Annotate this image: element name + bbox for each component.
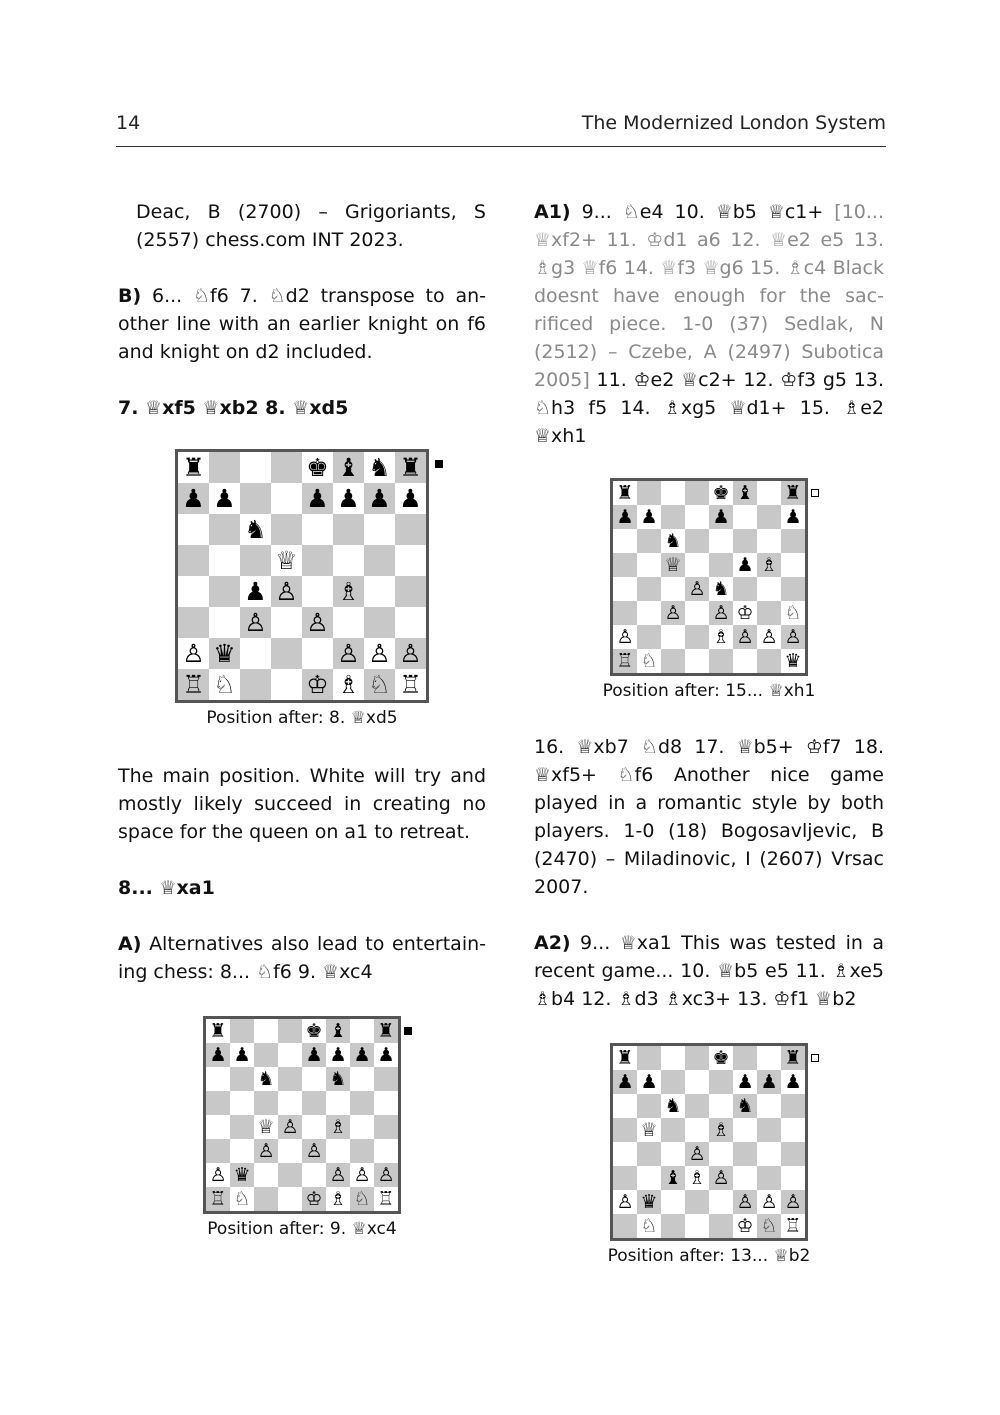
board-square	[209, 576, 240, 607]
white-pawn-icon: ♙	[178, 638, 209, 669]
black-pawn-icon: ♟	[613, 505, 637, 529]
board-square	[240, 545, 271, 576]
board-square	[661, 1190, 685, 1214]
board-square	[374, 1091, 398, 1115]
black-rook-icon: ♜	[178, 452, 209, 483]
black-pawn-icon: ♟	[781, 1070, 805, 1094]
variation-a2-label: A2)	[534, 932, 571, 954]
white-bishop-icon: ♗	[709, 1118, 733, 1142]
black-king-icon: ♚	[709, 1046, 733, 1070]
board-square	[613, 1118, 637, 1142]
board-square	[733, 577, 757, 601]
board-square	[781, 1094, 805, 1118]
board-square	[685, 1070, 709, 1094]
black-rook-icon: ♜	[781, 1046, 805, 1070]
white-pawn-icon: ♙	[781, 625, 805, 649]
board-square	[209, 607, 240, 638]
white-pawn-icon: ♙	[757, 1190, 781, 1214]
board-square	[364, 545, 395, 576]
black-king-icon: ♚	[302, 1019, 326, 1043]
board-square	[271, 607, 302, 638]
black-pawn-icon: ♟	[350, 1043, 374, 1067]
white-queen-icon: ♕	[254, 1115, 278, 1139]
board-square	[206, 1139, 230, 1163]
white-pawn-icon: ♙	[781, 1190, 805, 1214]
board-square	[364, 514, 395, 545]
board-square	[661, 1118, 685, 1142]
board-square	[395, 545, 426, 576]
black-pawn-icon: ♟	[178, 483, 209, 514]
white-pawn-icon: ♙	[733, 1190, 757, 1214]
side-to-move-indicator	[811, 1054, 819, 1062]
board-square	[661, 1070, 685, 1094]
board-square	[685, 649, 709, 673]
board-square	[757, 577, 781, 601]
board-square	[661, 1214, 685, 1238]
board-square	[364, 576, 395, 607]
board-square	[709, 649, 733, 673]
board-square	[178, 545, 209, 576]
board-square	[302, 1067, 326, 1091]
white-king-icon: ♔	[302, 1187, 326, 1211]
board-square	[685, 481, 709, 505]
white-pawn-icon: ♙	[709, 1166, 733, 1190]
white-queen-icon: ♕	[661, 553, 685, 577]
white-pawn-icon: ♙	[278, 1115, 302, 1139]
board-square	[757, 481, 781, 505]
white-pawn-icon: ♙	[613, 625, 637, 649]
white-pawn-icon: ♙	[613, 1190, 637, 1214]
white-pawn-icon: ♙	[254, 1139, 278, 1163]
board-square	[781, 577, 805, 601]
white-rook-icon: ♖	[206, 1187, 230, 1211]
board-square	[757, 1094, 781, 1118]
board-square	[781, 529, 805, 553]
white-bishop-icon: ♗	[326, 1187, 350, 1211]
board-square	[302, 1115, 326, 1139]
black-knight-icon: ♞	[661, 1094, 685, 1118]
white-knight-icon: ♘	[364, 669, 395, 700]
board-square	[333, 607, 364, 638]
variation-a2-text: 9... ♕xa1 This was tested in a recent game... 10. ♕b5 e5 11. ♗xe5 ♗b4 12. ♗d3 ♗xc3+ 13. ♔f1 ♕b2	[534, 932, 884, 1010]
board-square	[661, 577, 685, 601]
board-square	[271, 452, 302, 483]
black-queen-icon: ♛	[230, 1163, 254, 1187]
white-pawn-icon: ♙	[733, 625, 757, 649]
board-square	[685, 529, 709, 553]
board-square	[326, 1139, 350, 1163]
white-queen-icon: ♕	[271, 545, 302, 576]
board-square	[350, 1139, 374, 1163]
board-square	[781, 1142, 805, 1166]
black-knight-icon: ♞	[709, 577, 733, 601]
board-square	[661, 625, 685, 649]
black-knight-icon: ♞	[661, 529, 685, 553]
board-square	[637, 1166, 661, 1190]
board-square	[709, 1142, 733, 1166]
board-square	[302, 1163, 326, 1187]
black-rook-icon: ♜	[781, 481, 805, 505]
black-rook-icon: ♜	[395, 452, 426, 483]
black-pawn-icon: ♟	[637, 1070, 661, 1094]
board-square	[350, 1115, 374, 1139]
board-square	[661, 1046, 685, 1070]
black-pawn-icon: ♟	[637, 505, 661, 529]
board-square	[350, 1091, 374, 1115]
board-square	[613, 553, 637, 577]
variation-a-label: A)	[118, 933, 142, 955]
board-square	[661, 505, 685, 529]
board-square	[733, 649, 757, 673]
board-square	[350, 1067, 374, 1091]
board-grid	[613, 1046, 805, 1238]
white-pawn-icon: ♙	[364, 638, 395, 669]
white-pawn-icon: ♙	[374, 1163, 398, 1187]
board-square	[685, 505, 709, 529]
board-square	[271, 638, 302, 669]
white-knight-icon: ♘	[230, 1187, 254, 1211]
board-square	[206, 1067, 230, 1091]
variation-a	[118, 930, 486, 986]
white-pawn-icon: ♙	[240, 607, 271, 638]
main-line-move-8: 8... ♕xa1	[118, 877, 215, 899]
board-square	[709, 1214, 733, 1238]
black-queen-icon: ♛	[781, 649, 805, 673]
board-square	[178, 607, 209, 638]
board-square	[230, 1019, 254, 1043]
board-square	[254, 1043, 278, 1067]
board-square	[374, 1067, 398, 1091]
white-pawn-icon: ♙	[395, 638, 426, 669]
board-square	[302, 638, 333, 669]
board-square	[395, 514, 426, 545]
variation-a1-label: A1)	[534, 201, 571, 223]
variation-a1-moves: 9... ♘e4 10. ♕b5 ♕c1+	[581, 201, 835, 223]
white-pawn-icon: ♙	[302, 1139, 326, 1163]
black-pawn-icon: ♟	[209, 483, 240, 514]
white-bishop-icon: ♗	[333, 576, 364, 607]
board-square	[685, 1094, 709, 1118]
board-square	[209, 545, 240, 576]
white-pawn-icon: ♙	[271, 576, 302, 607]
board-square	[240, 638, 271, 669]
board-square	[254, 1019, 278, 1043]
variation-a-text: Alternatives also lead to entertaining chess: 8... ♘f6 9. ♕xc4	[118, 933, 486, 983]
board-square	[709, 1190, 733, 1214]
board-square	[302, 514, 333, 545]
board-square	[254, 1163, 278, 1187]
board-square	[685, 1190, 709, 1214]
board-square	[271, 669, 302, 700]
black-knight-icon: ♞	[364, 452, 395, 483]
white-rook-icon: ♖	[178, 669, 209, 700]
board-square	[637, 577, 661, 601]
white-pawn-icon: ♙	[326, 1163, 350, 1187]
white-pawn-icon: ♙	[302, 607, 333, 638]
board-square	[278, 1043, 302, 1067]
black-pawn-icon: ♟	[240, 576, 271, 607]
black-king-icon: ♚	[302, 452, 333, 483]
page-number: 14	[116, 112, 141, 134]
white-rook-icon: ♖	[781, 1214, 805, 1238]
black-knight-icon: ♞	[733, 1094, 757, 1118]
variation-a2	[534, 929, 884, 1013]
board-square	[781, 1166, 805, 1190]
board-square	[685, 1118, 709, 1142]
board-square	[350, 1019, 374, 1043]
black-bishop-icon: ♝	[733, 481, 757, 505]
board-square	[757, 1166, 781, 1190]
white-pawn-icon: ♙	[661, 601, 685, 625]
board-square	[757, 505, 781, 529]
diagram-caption: Position after: 13... ♕b2	[607, 1246, 811, 1266]
black-pawn-icon: ♟	[395, 483, 426, 514]
header-rule	[116, 146, 886, 147]
board-square	[685, 1214, 709, 1238]
black-rook-icon: ♜	[613, 481, 637, 505]
board-grid	[178, 452, 426, 700]
white-pawn-icon: ♙	[333, 638, 364, 669]
black-pawn-icon: ♟	[364, 483, 395, 514]
black-king-icon: ♚	[709, 481, 733, 505]
white-queen-icon: ♕	[637, 1118, 661, 1142]
black-knight-icon: ♞	[254, 1067, 278, 1091]
main-line-move-7: 7. ♕xf5 ♕xb2 8. ♕xd5	[118, 397, 349, 419]
black-queen-icon: ♛	[209, 638, 240, 669]
side-to-move-indicator	[811, 489, 819, 497]
board-square	[395, 576, 426, 607]
board-square	[230, 1139, 254, 1163]
variation-b	[118, 282, 486, 366]
board-square	[781, 1118, 805, 1142]
board-square	[302, 1091, 326, 1115]
diagram-caption: Position after: 8. ♕xd5	[206, 708, 398, 728]
black-pawn-icon: ♟	[733, 1070, 757, 1094]
black-pawn-icon: ♟	[781, 505, 805, 529]
board-square	[278, 1163, 302, 1187]
black-bishop-icon: ♝	[333, 452, 364, 483]
black-pawn-icon: ♟	[613, 1070, 637, 1094]
board-square	[637, 481, 661, 505]
black-pawn-icon: ♟	[709, 505, 733, 529]
white-knight-icon: ♘	[781, 601, 805, 625]
reference-game-note: [10... ♕xf2+ 11. ♔d1 a6 12. ♕e2 e5 13. ♗g3 ♕f6 14. ♕f3 ♕g6 15. ♗c4 Black doesnt have enough for the sacrificed piece. 1-0 (37) Sedlak, N (2512) – Czebe, A (2497) Subotica 2005]	[534, 201, 884, 391]
side-to-move-indicator	[404, 1027, 412, 1035]
white-king-icon: ♔	[733, 601, 757, 625]
black-rook-icon: ♜	[613, 1046, 637, 1070]
board-square	[613, 1214, 637, 1238]
white-pawn-icon: ♙	[685, 1142, 709, 1166]
board-square	[637, 1142, 661, 1166]
board-grid	[206, 1019, 398, 1211]
white-rook-icon: ♖	[374, 1187, 398, 1211]
board-square	[278, 1019, 302, 1043]
board-square	[230, 1067, 254, 1091]
white-pawn-icon: ♙	[350, 1163, 374, 1187]
black-pawn-icon: ♟	[326, 1043, 350, 1067]
white-knight-icon: ♘	[209, 669, 240, 700]
black-pawn-icon: ♟	[757, 1070, 781, 1094]
board-square	[374, 1139, 398, 1163]
white-knight-icon: ♘	[637, 649, 661, 673]
board-square	[613, 529, 637, 553]
board-square	[757, 601, 781, 625]
white-pawn-icon: ♙	[757, 625, 781, 649]
white-bishop-icon: ♗	[685, 1166, 709, 1190]
white-pawn-icon: ♙	[685, 577, 709, 601]
black-rook-icon: ♜	[206, 1019, 230, 1043]
variation-b-text: 6... ♘f6 7. ♘d2 transpose to another line with an earlier knight on f6 and knight on d2 included.	[118, 285, 486, 363]
board-square	[302, 576, 333, 607]
board-square	[709, 1070, 733, 1094]
board-square	[661, 481, 685, 505]
board-square	[278, 1091, 302, 1115]
board-square	[709, 1094, 733, 1118]
board-square	[613, 1142, 637, 1166]
variation-a1-continuation: 11. ♔e2 ♕c2+ 12. ♔f3 g5 13. ♘h3 f5 14. ♗xg5 ♕d1+ 15. ♗e2 ♕xh1	[534, 369, 884, 447]
diagram-caption: Position after: 9. ♕xc4	[207, 1219, 397, 1239]
board-square	[709, 529, 733, 553]
black-rook-icon: ♜	[374, 1019, 398, 1043]
board-square	[613, 577, 637, 601]
board-square	[209, 452, 240, 483]
black-queen-icon: ♛	[637, 1190, 661, 1214]
board-square	[757, 1046, 781, 1070]
board-square	[685, 601, 709, 625]
white-bishop-icon: ♗	[326, 1115, 350, 1139]
board-square	[733, 1142, 757, 1166]
black-pawn-icon: ♟	[230, 1043, 254, 1067]
board-square	[637, 625, 661, 649]
board-square	[733, 1118, 757, 1142]
board-square	[613, 601, 637, 625]
black-pawn-icon: ♟	[374, 1043, 398, 1067]
board-grid	[613, 481, 805, 673]
board-square	[661, 649, 685, 673]
board-square	[395, 607, 426, 638]
black-pawn-icon: ♟	[302, 483, 333, 514]
black-bishop-icon: ♝	[661, 1166, 685, 1190]
left-column	[118, 198, 486, 1240]
board-square	[733, 1166, 757, 1190]
black-pawn-icon: ♟	[206, 1043, 230, 1067]
board-square	[685, 1046, 709, 1070]
board-square	[230, 1115, 254, 1139]
white-knight-icon: ♘	[757, 1214, 781, 1238]
white-king-icon: ♔	[302, 669, 333, 700]
board-square	[757, 1142, 781, 1166]
board-square	[254, 1091, 278, 1115]
black-knight-icon: ♞	[240, 514, 271, 545]
white-bishop-icon: ♗	[709, 625, 733, 649]
board-square	[637, 1094, 661, 1118]
board-square	[206, 1115, 230, 1139]
board-square	[302, 545, 333, 576]
white-king-icon: ♔	[733, 1214, 757, 1238]
board-square	[757, 649, 781, 673]
side-to-move-indicator	[435, 460, 443, 468]
black-pawn-icon: ♟	[302, 1043, 326, 1067]
board-square	[781, 553, 805, 577]
diagram-after-13-qb2	[610, 1043, 808, 1241]
variation-a1	[534, 198, 884, 450]
game-reference: Deac, B (2700) – Grigoriants, S (2557) chess.com INT 2023.	[136, 201, 486, 251]
board-square	[333, 514, 364, 545]
diagram-caption: Position after: 15... ♕xh1	[602, 681, 816, 701]
board-square	[637, 529, 661, 553]
board-square	[254, 1187, 278, 1211]
board-square	[757, 529, 781, 553]
black-pawn-icon: ♟	[733, 553, 757, 577]
board-square	[685, 553, 709, 577]
running-title: The Modernized London System	[581, 112, 886, 134]
white-rook-icon: ♖	[613, 649, 637, 673]
board-square	[278, 1139, 302, 1163]
board-square	[326, 1091, 350, 1115]
black-bishop-icon: ♝	[326, 1019, 350, 1043]
board-square	[733, 529, 757, 553]
board-square	[240, 669, 271, 700]
board-square	[278, 1187, 302, 1211]
board-square	[230, 1091, 254, 1115]
white-rook-icon: ♖	[395, 669, 426, 700]
diagram-after-9-qxc4	[203, 1016, 401, 1214]
diagram-after-15-qxh1	[610, 478, 808, 676]
board-square	[278, 1067, 302, 1091]
board-square	[271, 514, 302, 545]
board-square	[613, 1166, 637, 1190]
white-knight-icon: ♘	[637, 1214, 661, 1238]
board-square	[709, 553, 733, 577]
black-knight-icon: ♞	[326, 1067, 350, 1091]
board-square	[364, 607, 395, 638]
board-square	[757, 1118, 781, 1142]
diagram-after-8-qxd5	[175, 449, 429, 703]
main-position-commentary: The main position. White will try and mostly likely succeed in creating no space for the queen on a1 to retreat.	[118, 765, 486, 843]
white-pawn-icon: ♙	[206, 1163, 230, 1187]
board-square	[240, 452, 271, 483]
board-square	[685, 625, 709, 649]
board-square	[333, 545, 364, 576]
board-square	[178, 576, 209, 607]
board-square	[206, 1091, 230, 1115]
board-square	[271, 483, 302, 514]
board-square	[637, 553, 661, 577]
white-bishop-icon: ♗	[333, 669, 364, 700]
board-square	[637, 1046, 661, 1070]
right-column	[534, 198, 884, 1267]
board-square	[661, 1142, 685, 1166]
continuation-commentary: 16. ♕xb7 ♘d8 17. ♕b5+ ♔f7 18. ♕xf5+ ♘f6 Another nice game played in a romantic style by both players. 1-0 (18) Bogosavljevic, B (2470) – Miladinovic, I (2607) Vrsac 2007.	[534, 736, 884, 898]
white-bishop-icon: ♗	[757, 553, 781, 577]
board-square	[240, 483, 271, 514]
board-square	[613, 1094, 637, 1118]
board-square	[374, 1115, 398, 1139]
white-knight-icon: ♘	[350, 1187, 374, 1211]
board-square	[209, 514, 240, 545]
board-square	[178, 514, 209, 545]
variation-b-label: B)	[118, 285, 142, 307]
board-square	[733, 1046, 757, 1070]
board-square	[637, 601, 661, 625]
black-pawn-icon: ♟	[333, 483, 364, 514]
white-pawn-icon: ♙	[709, 601, 733, 625]
board-square	[733, 505, 757, 529]
